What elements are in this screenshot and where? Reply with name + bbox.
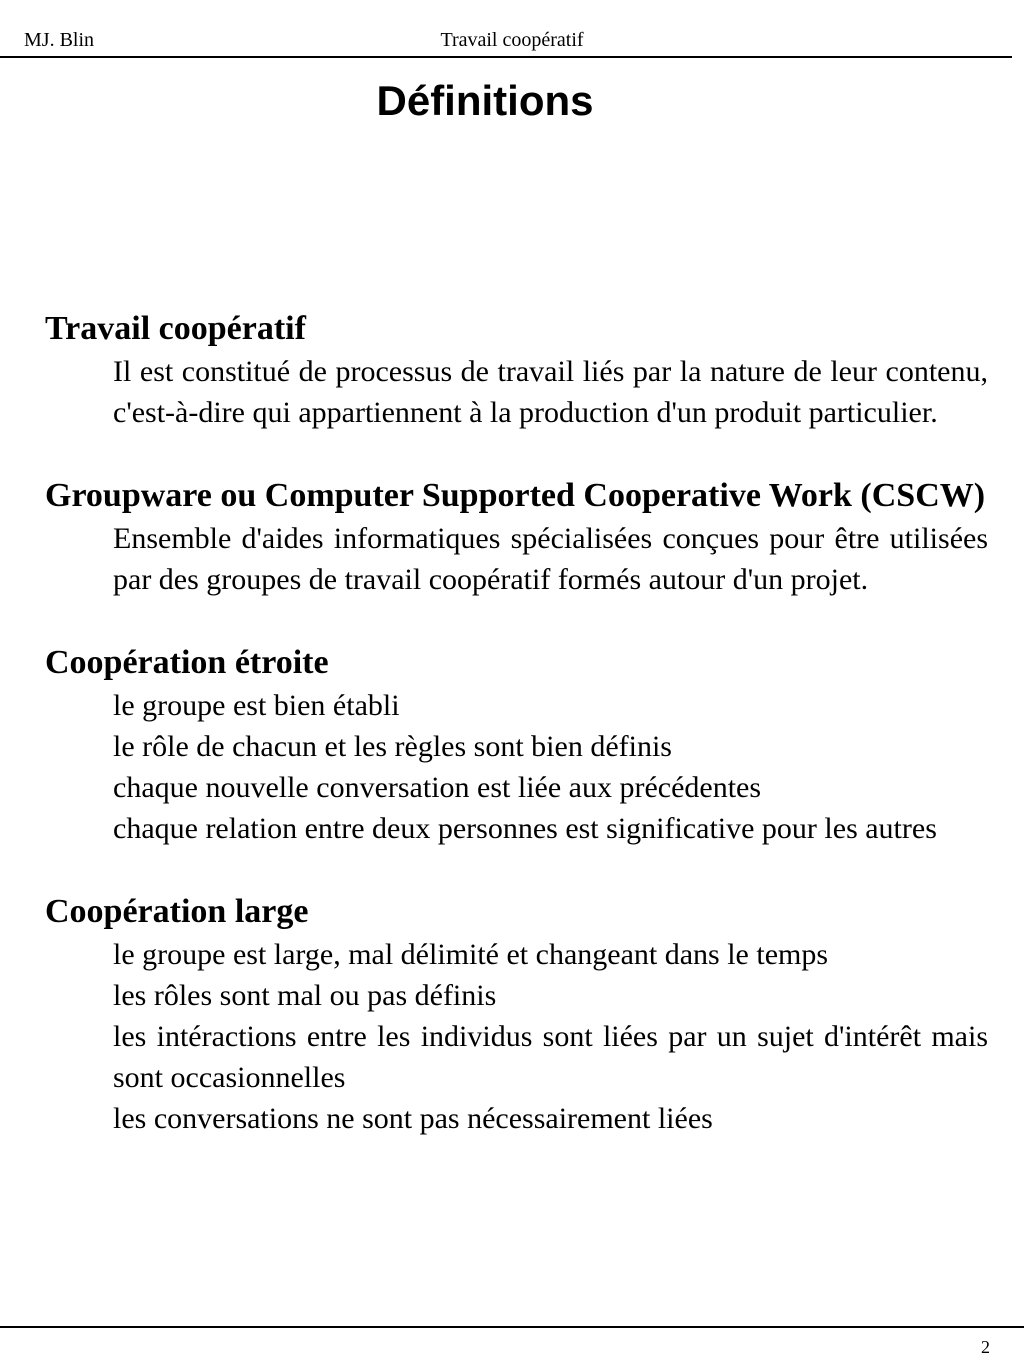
section-cooperation-large <box>45 889 988 1139</box>
section-heading: Travail coopératif <box>45 310 306 347</box>
header-author: MJ. Blin <box>24 29 95 51</box>
header-rule <box>0 56 1012 58</box>
header-title: Travail coopératif <box>440 29 584 51</box>
section-heading: Groupware ou Computer Supported Cooperative Work (CSCW) <box>45 477 986 514</box>
definition-line: le groupe est large, mal délimité et changeant dans le temps <box>113 938 829 971</box>
definition-line: chaque relation entre deux personnes est significative pour les autres <box>113 812 937 845</box>
definitions-content <box>45 306 988 1139</box>
definition-line: les intéractions entre les individus sont liées par un sujet d'intérêt mais sont occasionnelles <box>113 1020 988 1094</box>
definition-line: le rôle de chacun et les règles sont bien définis <box>113 730 672 763</box>
definition-line: les conversations ne sont pas nécessairement liées <box>113 1102 713 1135</box>
definition-line: les rôles sont mal ou pas définis <box>113 979 497 1012</box>
section-groupware <box>45 473 988 600</box>
section-heading: Coopération large <box>45 893 309 930</box>
page-number: 2 <box>981 1337 990 1357</box>
definition-line: Il est constitué de processus de travail liés par la nature de leur contenu, c'est-à-dire qui appartiennent à la production d'un produit particulier. <box>113 355 988 429</box>
definition-line: Ensemble d'aides informatiques spécialisées conçues pour être utilisées par des groupes de travail coopératif formés autour d'un projet. <box>113 522 988 596</box>
section-body <box>45 685 988 849</box>
section-body <box>45 518 988 600</box>
section-heading: Coopération étroite <box>45 644 329 681</box>
page-header <box>0 0 1024 58</box>
definition-line: le groupe est bien établi <box>113 689 400 722</box>
section-cooperation-etroite <box>45 640 988 849</box>
definition-line: chaque nouvelle conversation est liée aux précédentes <box>113 771 762 804</box>
page-title: Définitions <box>376 77 594 124</box>
section-body <box>45 351 988 433</box>
section-travail-cooperatif <box>45 306 988 433</box>
footer-rule <box>0 1326 1024 1328</box>
section-body <box>45 934 988 1139</box>
